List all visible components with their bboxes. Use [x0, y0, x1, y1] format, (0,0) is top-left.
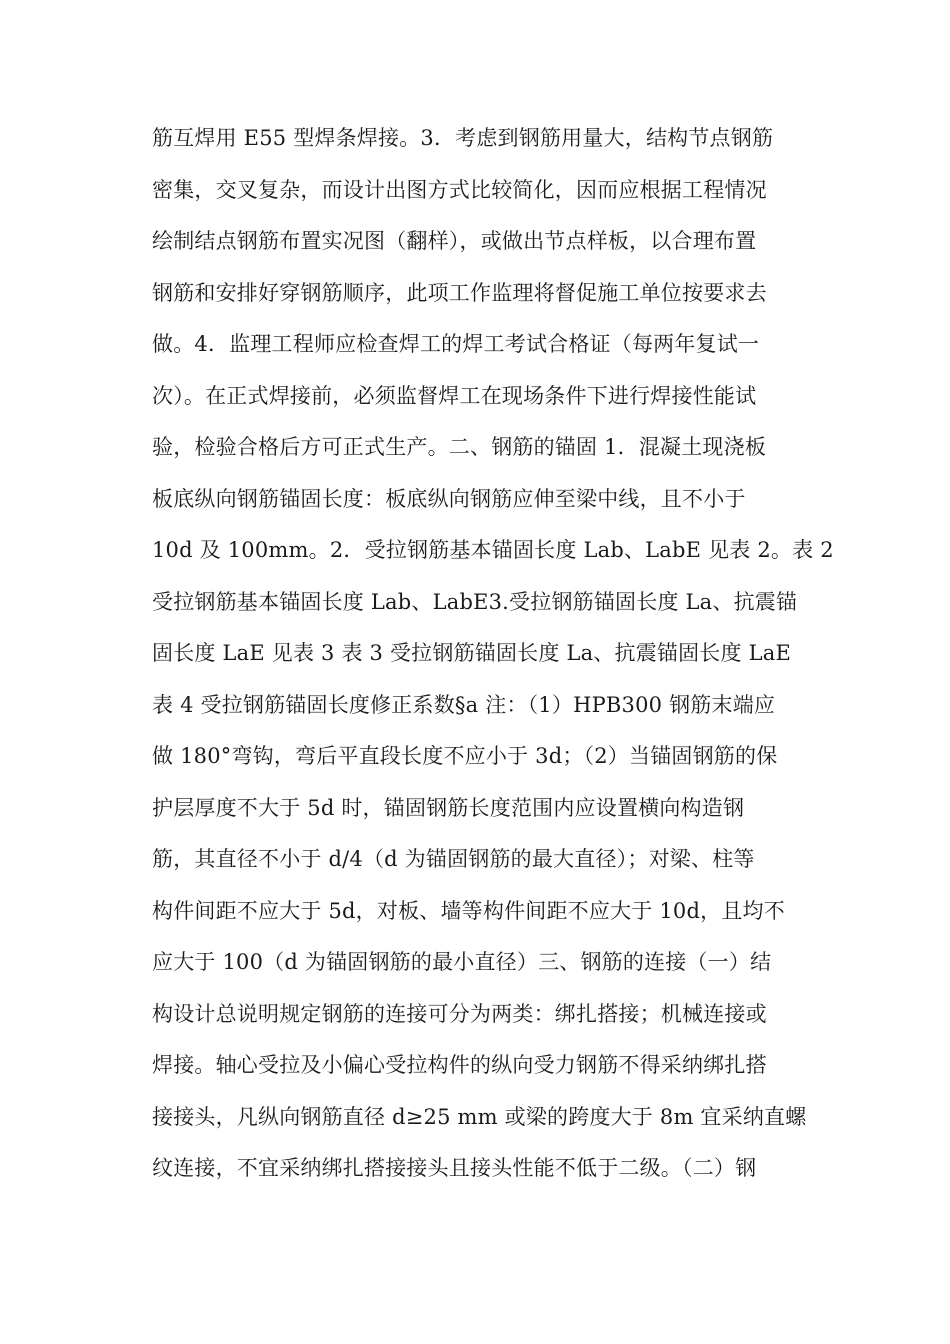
text-line-4: 钢筋和安排好穿钢筋顺序，此项工作监理将督促施工单位按要求去 [152, 280, 767, 305]
text-line-9: 10d 及 100mm。2．受拉钢筋基本锚固长度 Lab、LabE 见表 2。表 2 [152, 538, 834, 562]
text-line-2: 密集，交叉复杂，而设计出图方式比较简化，因而应根据工程情况 [152, 177, 767, 202]
text-line-7: 验，检验合格后方可正式生产。二、钢筋的锚固 1．混凝土现浇板 [152, 435, 767, 459]
text-line-16: 构件间距不应大于 5d，对板、墙等构件间距不应大于 10d，且均不 [152, 898, 785, 923]
text-line-18: 构设计总说明规定钢筋的连接可分为两类：绑扎搭接；机械连接或 [152, 1001, 767, 1026]
text-line-6: 次）。在正式焊接前，必须监督焊工在现场条件下进行焊接性能试 [152, 383, 757, 408]
text-line-15: 筋，其直径不小于 d/4（d 为锚固钢筋的最大直径）；对梁、柱等 [152, 847, 755, 871]
text-line-12: 表 4 受拉钢筋锚固长度修正系数§a 注：（1）HPB300 钢筋末端应 [152, 692, 776, 717]
text-line-11: 固长度 LaE 见表 3 表 3 受拉钢筋锚固长度 La、抗震锚固长度 LaE [152, 641, 791, 665]
text-line-19: 焊接。轴心受拉及小偏心受拉构件的纵向受力钢筋不得采纳绑扎搭 [152, 1053, 767, 1077]
text-line-13: 做 180°弯钩，弯后平直段长度不应小于 3d；（2）当锚固钢筋的保 [152, 744, 778, 768]
text-line-3: 绘制结点钢筋布置实况图（翻样），或做出节点样板，以合理布置 [152, 229, 757, 253]
text-line-17: 应大于 100（d 为锚固钢筋的最小直径）三、钢筋的连接（一）结 [152, 950, 772, 974]
text-line-1: 筋互焊用 E55 型焊条焊接。3．考虑到钢筋用量大，结构节点钢筋 [152, 126, 774, 150]
text-line-21: 纹连接，不宜采纳绑扎搭接接头且接头性能不低于二级。（二）钢 [152, 1156, 757, 1180]
body-text [152, 118, 834, 1200]
text-line-8: 板底纵向钢筋锚固长度：板底纵向钢筋应伸至梁中线，且不小于 [152, 486, 746, 511]
text-line-20: 接接头，凡纵向钢筋直径 d≥25 mm 或梁的跨度大于 8m 宜采纳直螺 [152, 1104, 807, 1129]
text-line-14: 护层厚度不大于 5d 时，锚固钢筋长度范围内应设置横向构造钢 [152, 795, 745, 820]
text-line-5: 做。4．监理工程师应检查焊工的焊工考试合格证（每两年复试一 [152, 332, 760, 356]
text-line-10: 受拉钢筋基本锚固长度 Lab、LabE3.受拉钢筋锚固长度 La、抗震锚 [152, 589, 798, 614]
